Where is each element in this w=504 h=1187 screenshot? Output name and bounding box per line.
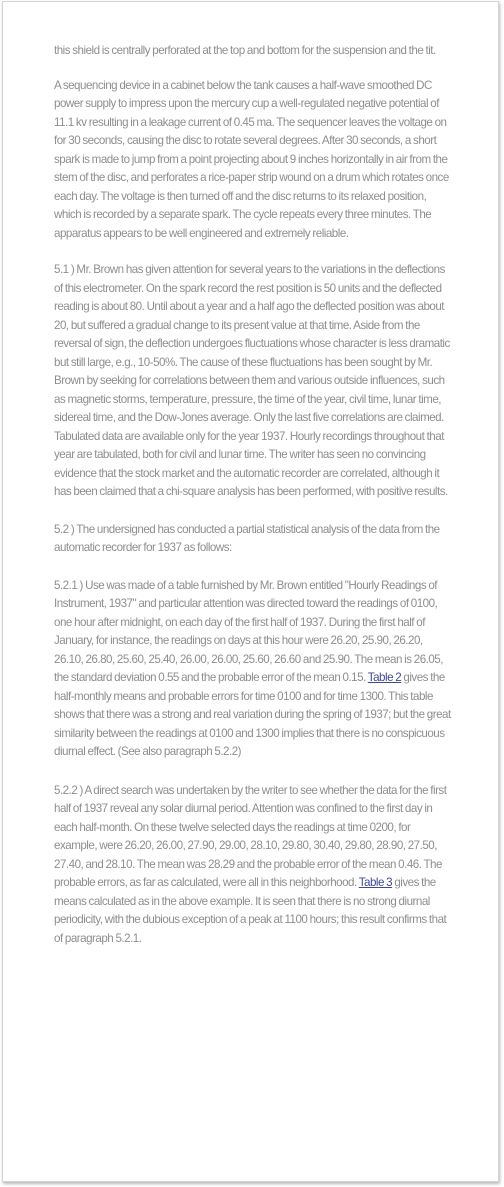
paragraph-5-2-1: [54, 577, 454, 762]
paragraph-5-2-1-text-before: 5.2.1 ) Use was made of a table furnished by Mr. Brown entitled "Hourly Readings of Instrument, 1937" and particular attention was directed toward the readings of 0100, one hour after midnight, on each day of the first half of 1937. During the first half of January, for instance, the readings on days at this hour were 26.20, 25.90, 26.20, 26.10, 26.80, 25.60, 25.40, 26.00, 26.00, 25.60, 26.60 and 25.90. The mean is 26.05, the standard deviation 0.55 and the probable error of the mean 0.15.: [54, 578, 443, 684]
paragraph-5-2-2-text-before: 5.2.2 ) A direct search was undertaken by the writer to see whether the data for the first half of 1937 reveal any solar diurnal period. Attention was confined to the first day in each half-month. On these twelve selected days the readings at time 0200, for example, were 26.20, 26.00, 27.90, 29.00, 28.10, 29.80, 30.40, 29.80, 28.90, 27.50, 27.40, and 28.10. The mean was 28.29 and the probable error of the mean 0.46. The probable errors, as far as calculated, were all in this neighborhood.: [54, 783, 447, 889]
paragraph-5-2-1-text-after: gives the half-monthly means and probable errors for time 0100 and for time 1300. This table shows that there was a strong and real variation during the spring of 1937; but the great similarity between the readings at 0100 and 1300 implies that there is no conspicuous diurnal effect. (See also paragraph 5.2.2): [54, 671, 451, 758]
paragraph-5-2: 5.2 ) The undersigned has conducted a partial statistical analysis of the data from the automatic recorder for 1937 as follows:: [54, 522, 440, 554]
paragraph-5-2-2: [54, 782, 454, 949]
table-2-link[interactable]: Table 2: [367, 671, 402, 684]
paragraph-5-2-2-text-after: gives the means calculated as in the above example. It is seen that there is no strong diurnal periodicity, with the dubious exception of a peak at 1100 hours; this result confirms that of paragraph 5.2.1.: [54, 876, 447, 945]
paragraph-5-1: 5.1 ) Mr. Brown has given attention for several years to the variations in the deflections of this electrometer. On the spark record the rest position is 50 units and the deflected reading is about 80. Until about a year and a half ago the deflected position was about 20, but suffered a gradual change to its present value at that time. Aside from the reversal of sign, the deflection undergoes fluctuations whose character is less dramatic but still large, e.g., 10-50%. The cause of these fluctuations has been sought by Mr. Brown by seeking for correlations between them and various outside influences, such as magnetic storms, temperature, pressure, the time of the year, civil time, lunar time, sidereal time, and the Dow-Jones average. Only the last five correlations are claimed. Tabulated data are available only for the year 1937. Hourly recordings throughout that year are tabulated, both for civil and lunar time. The writer has seen no convincing evidence that the stock market and the automatic recorder are correlated, although it has been claimed that a chi-square analysis has been performed, with positive results.: [54, 263, 450, 498]
document-body: [54, 42, 454, 948]
paragraph-shield-perforation: this shield is centrally perforated at the top and bottom for the suspension and the tit.: [54, 44, 436, 57]
document-frame: [2, 1, 499, 1182]
table-3-link[interactable]: Table 3: [358, 876, 393, 889]
paragraph-sequencing-device: A sequencing device in a cabinet below the tank causes a half-wave smoothed DC power supply to impress upon the mercury cup a well-regulated negative potential of 11.1 kv resulting in a leakage current of 0.45 ma. The sequencer leaves the voltage on for 30 seconds, causing the disc to rotate several degrees. After 30 seconds, a short spark is made to jump from a point projecting about 9 inches horizontally in air from the stem of the disc, and perforates a rice-paper strip wound on a drum which rotates once each day. The voltage is then turned off and the disc returns to its relaxed position, which is recorded by a separate spark. The cycle repeats every three minutes. The apparatus appears to be well engineered and extremely reliable.: [54, 78, 449, 240]
